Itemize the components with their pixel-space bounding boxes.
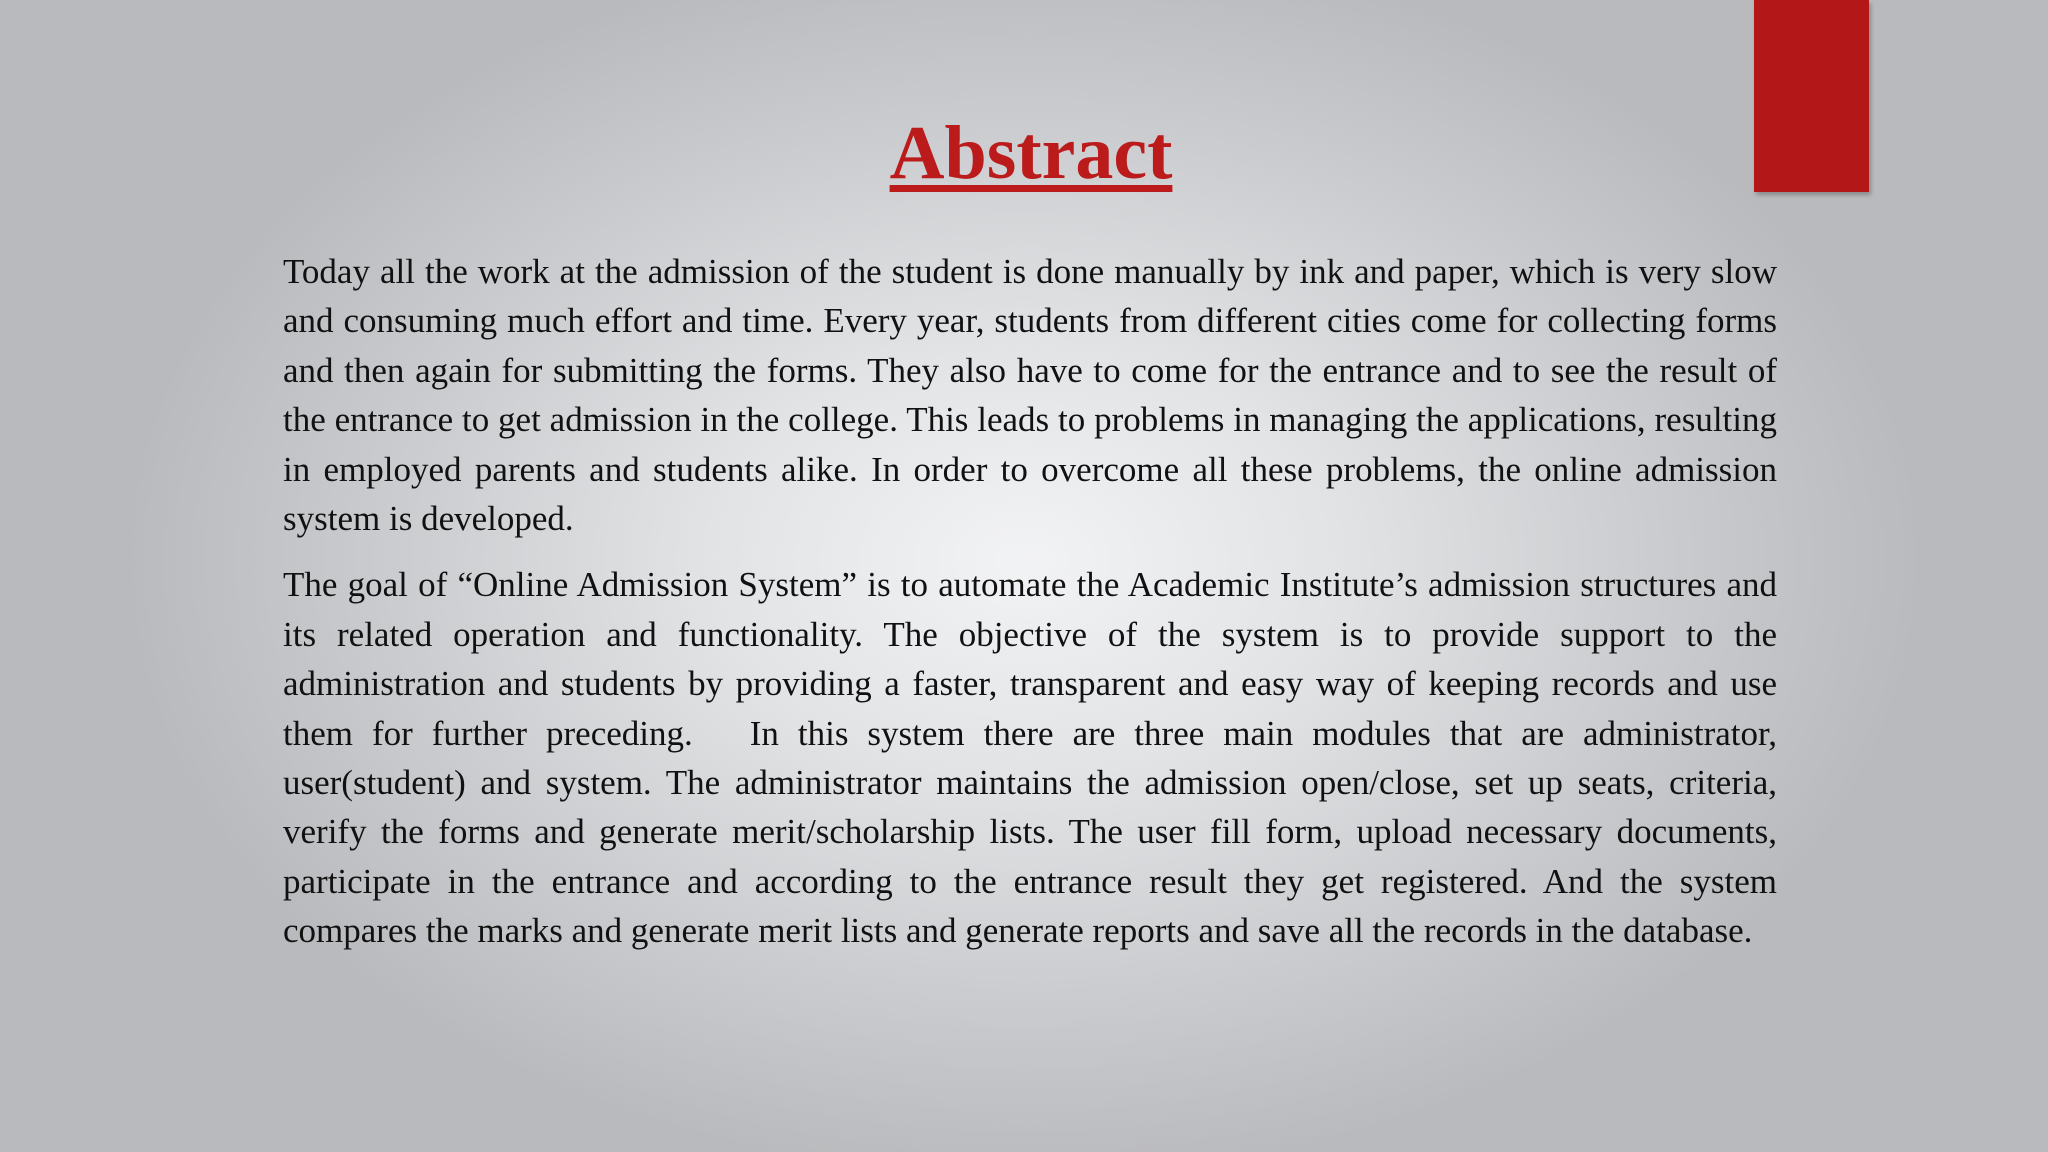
paragraph-intro: Today all the work at the admission of the student is done manually by ink and paper, which is very slow and consuming much effort and time. Every year, students from different cities come for collecting forms and then again for submitting the forms. They also have to come for the entrance and to see the result of the entrance to get admission in the college. This leads to problems in managing the applications, resulting in employed parents and students alike. In order to overcome all these problems, the online admission system is developed. [283, 252, 1786, 539]
slide-body [283, 247, 1786, 973]
slide-title: Abstract [889, 111, 1173, 195]
paragraph-goal: The goal of “Online Admission System” is to automate the Academic Institute’s admission structures and its related operation and functionality. The objective of the system is to provide support to the administration and students by providing a faster, transparent and easy way of keeping records and use them for further preceding. In this system there are three main modules that are administrator, user(student) and system. The administrator maintains the admission open/close, set up seats, criteria, verify the forms and generate merit/scholarship lists. The user fill form, upload necessary documents, participate in the entrance and according to the entrance result they get registered. And the system compares the marks and generate merit lists and generate reports and save all the records in the database. [283, 565, 1786, 951]
